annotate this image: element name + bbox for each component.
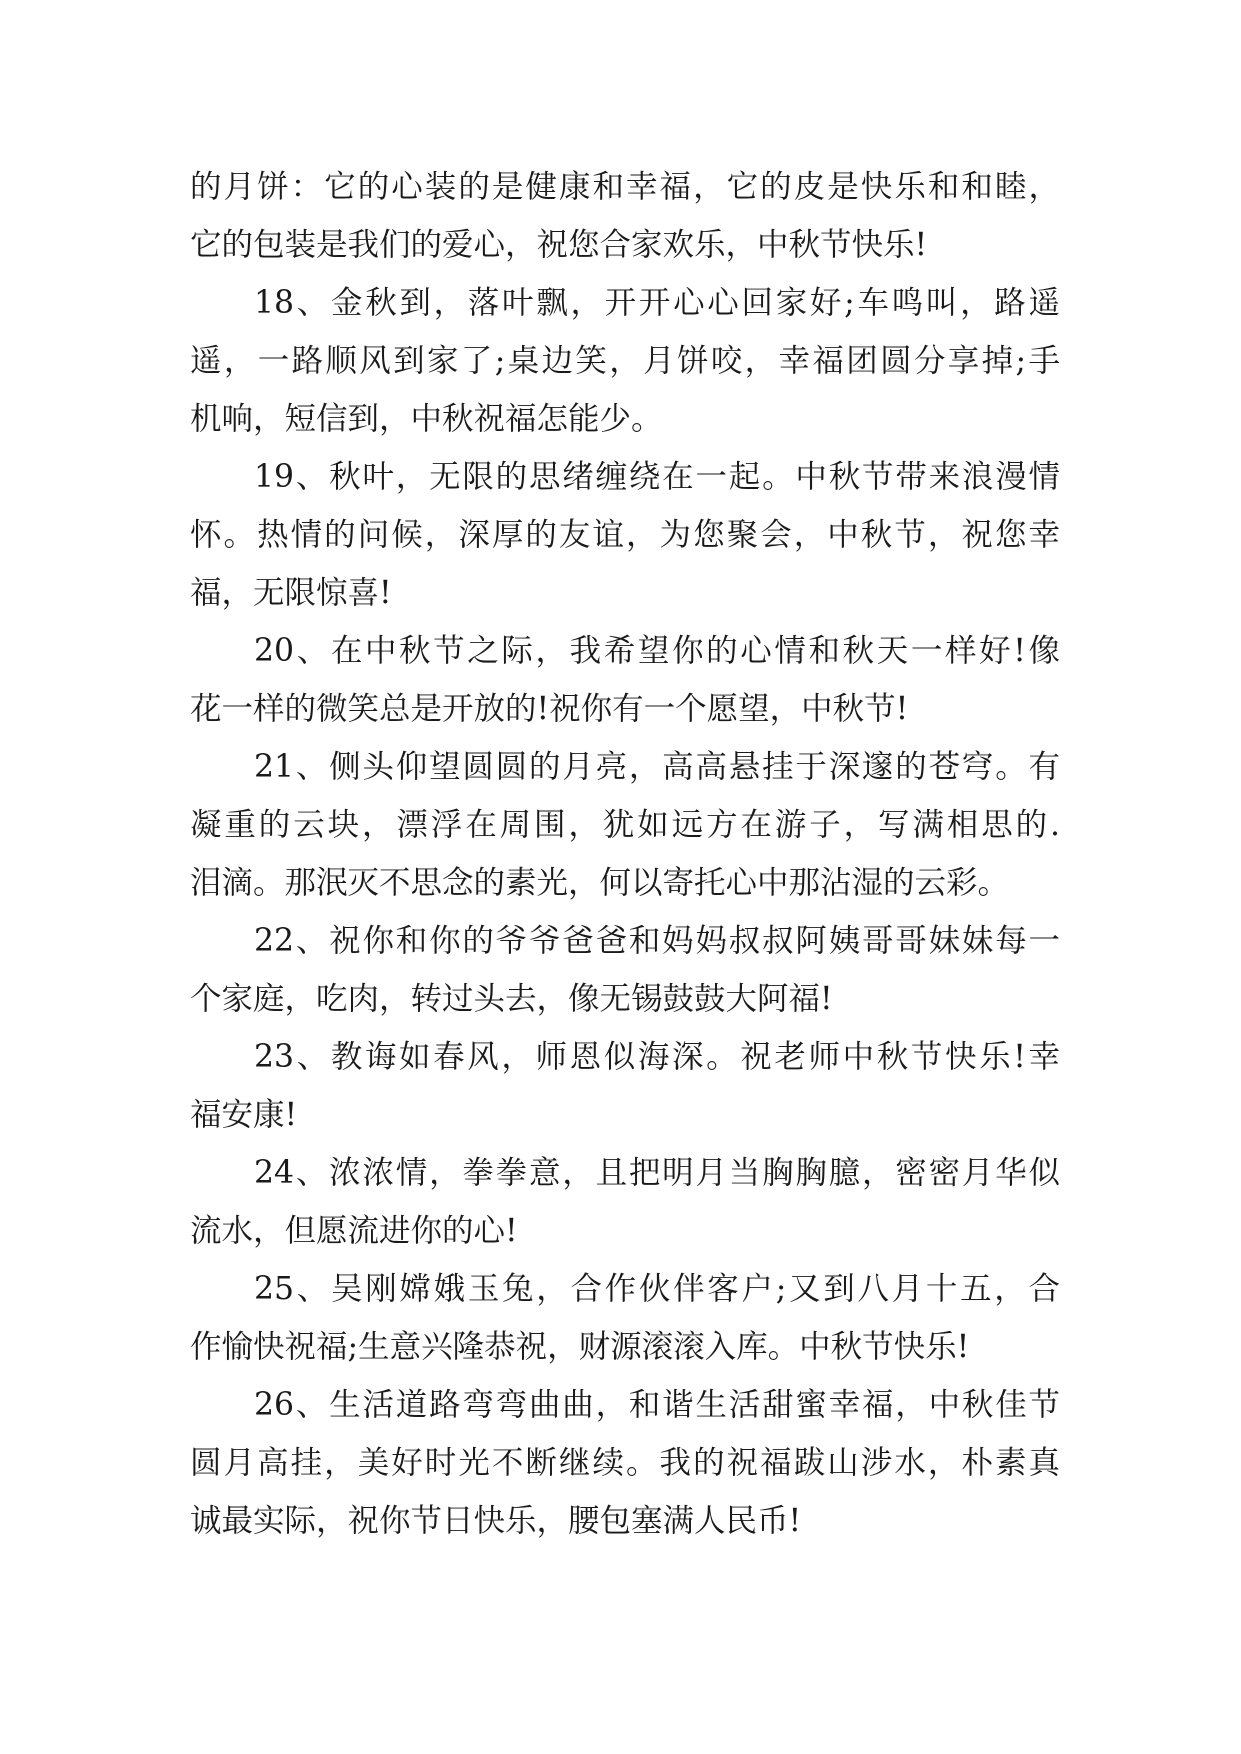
text-line: 21、侧头仰望圆圆的月亮，高高悬挂于深邃的苍穹。有	[254, 749, 1060, 785]
paragraph-17-tail	[190, 158, 1060, 274]
paragraph-24	[190, 1144, 1060, 1260]
text-line: 26、生活道路弯弯曲曲，和谐生活甜蜜幸福，中秋佳节	[254, 1387, 1060, 1423]
paragraph-18	[190, 274, 1060, 448]
text-line: 圆月高挂，美好时光不断继续。我的祝福跋山涉水，朴素真	[190, 1445, 1060, 1481]
paragraph-23	[190, 1028, 1060, 1144]
text-line: 23、教诲如春风，师恩似海深。祝老师中秋节快乐!幸	[254, 1039, 1060, 1075]
text-line: 的月饼：它的心装的是健康和幸福，它的皮是快乐和和睦，	[190, 169, 1060, 205]
text-line: 泪滴。那泯灭不思念的素光，何以寄托心中那沾湿的云彩。	[190, 865, 1010, 901]
text-line: 个家庭，吃肉，转过头去，像无锡鼓鼓大阿福!	[190, 981, 833, 1017]
text-line: 流水，但愿流进你的心!	[190, 1213, 518, 1249]
paragraph-25	[190, 1260, 1060, 1376]
text-line: 福安康!	[190, 1097, 298, 1133]
paragraph-26	[190, 1376, 1060, 1550]
text-line: 凝重的云块，漂浮在周围，犹如远方在游子，写满相思的.	[190, 807, 1060, 843]
paragraph-22	[190, 912, 1060, 1028]
text-line: 19、秋叶，无限的思绪缠绕在一起。中秋节带来浪漫情	[254, 459, 1060, 495]
text-line: 22、祝你和你的爷爷爸爸和妈妈叔叔阿姨哥哥妹妹每一	[254, 923, 1060, 959]
text-line: 机响，短信到，中秋祝福怎能少。	[190, 401, 663, 437]
text-line: 福，无限惊喜!	[190, 575, 392, 611]
paragraph-21	[190, 738, 1060, 912]
text-line: 花一样的微笑总是开放的!祝你有一个愿望，中秋节!	[190, 691, 909, 727]
paragraph-20	[190, 622, 1060, 738]
text-line: 25、吴刚嫦娥玉兔，合作伙伴客户;又到八月十五，合	[254, 1271, 1060, 1307]
text-line: 遥，一路顺风到家了;桌边笑，月饼咬，幸福团圆分享掉;手	[190, 343, 1060, 379]
text-line: 怀。热情的问候，深厚的友谊，为您聚会，中秋节，祝您幸	[190, 517, 1060, 553]
text-line: 18、金秋到，落叶飘，开开心心回家好;车鸣叫，路遥	[254, 285, 1060, 321]
text-line: 它的包装是我们的爱心，祝您合家欢乐，中秋节快乐!	[190, 227, 928, 263]
paragraph-19	[190, 448, 1060, 622]
text-line: 作愉快祝福;生意兴隆恭祝，财源滚滚入库。中秋节快乐!	[190, 1329, 970, 1365]
text-line: 诚最实际，祝你节日快乐，腰包塞满人民币!	[190, 1503, 802, 1539]
document-body	[190, 158, 1060, 1550]
text-line: 24、浓浓情，拳拳意，且把明月当胸胸臆，密密月华似	[254, 1155, 1060, 1191]
text-line: 20、在中秋节之际，我希望你的心情和秋天一样好!像	[254, 633, 1060, 669]
